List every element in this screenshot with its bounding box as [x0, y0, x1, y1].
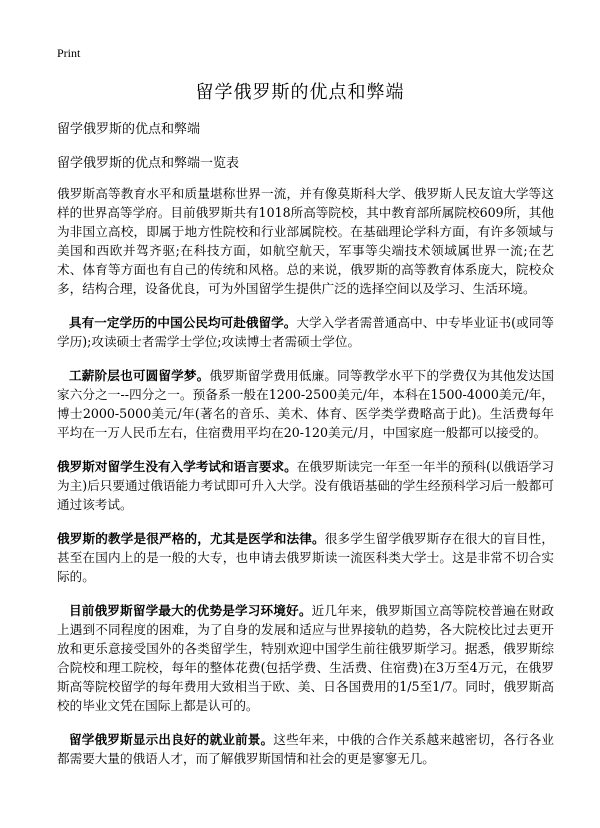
paragraph-environment	[57, 601, 554, 715]
paragraph-text: 这些年来，中俄的合作关系越来越密切，各行各业都需要大量的俄语人才，而了解俄罗斯国情和社会的更是寥寥无几。	[57, 732, 555, 766]
paragraph-text: 在俄罗斯读完一年至一年半的预科(以俄语学习为主)后只要通过俄语能力考试即可升入大学。没有俄语基础的学生经预科学习后一般都可通过该考试。	[57, 459, 554, 512]
print-link[interactable]: Print	[57, 46, 81, 60]
paragraph-cost	[57, 366, 554, 442]
paragraph-admission	[57, 457, 554, 514]
paragraph-text: 很多学生留学俄罗斯存在很大的盲目性，甚至在国内上的是一般的大专，也申请去俄罗斯读一流医科类大学士。这是非常不切合实际的。	[57, 531, 555, 584]
paragraph-intro	[57, 184, 554, 298]
paragraph-text: 俄罗斯留学费用低廉。同等教学水平下的学费仅为其他发达国家六分之一--四分之一。预备系一般在1200-2500美元/年，本科在1500-4000美元/年，博士2000-5000美元/年(著名的音乐、美术、体育、医学类学费略高于此)。生活费每年平均在一万人民币左右，住宿费用平均在20-120美元/月，中国家庭一般都可以接受的。	[57, 368, 555, 440]
paragraph-lead: 具有一定学历的中国公民均可赴俄留学。	[69, 315, 297, 330]
paragraph-lead: 俄罗斯的教学是很严格的，尤其是医学和法律。	[57, 531, 325, 546]
paragraph-lead: 留学俄罗斯显示出良好的就业前景。	[69, 732, 274, 747]
page-title: 留学俄罗斯的优点和弊端	[195, 82, 405, 103]
paragraph-lead: 工薪阶层也可圆留学梦。	[69, 368, 210, 383]
paragraph-eligibility	[57, 313, 554, 351]
paragraph-strictness	[57, 529, 554, 586]
subtitle-line: 留学俄罗斯的优点和弊端	[57, 122, 201, 137]
subtitle-overview-line: 留学俄罗斯的优点和弊端一览表	[57, 156, 240, 171]
paragraph-text: 近几年来，俄罗斯国立高等院校普遍在财政上遇到不同程度的困难，为了自身的发展和适应与世界接轨的趋势，各大院校比过去更开放和更乐意接受国外的各类留学生，特别欢迎中国学生前往俄罗斯学习。据悉，俄罗斯综合院校和理工院校，每年的整体花费(包括学费、生活费、住宿费)在3万至4万元，在俄罗斯高等院校留学的每年费用大致相当于欧、美、日各国费用的1/5至1/7。同时，俄罗斯高校的毕业文凭在国际上都是认可的。	[57, 603, 555, 713]
paragraph-lead: 目前俄罗斯留学最大的优势是学习环境好。	[69, 603, 312, 618]
paragraph-text: 大学入学者需普通高中、中专毕业证书(或同等学历);攻读硕士者需学士学位;攻读博士者需硕士学位。	[57, 315, 554, 349]
paragraph-text: 俄罗斯高等教育水平和质量堪称世界一流，并有像莫斯科大学、俄罗斯人民友谊大学等这样的世界高等学府。目前俄罗斯共有1018所高等院校，其中教育部所属院校609所，其他为非国立高校，即属于地方性院校和行业部属院校。在基础理论学科方面，有许多领域与美国和西欧并驾齐驱;在科技方面，如航空航天，军事等尖端技术领域属世界一流;在艺术、体育等方面也有自己的传统和风格。总的来说，俄罗斯的高等教育体系庞大，院校众多，结构合理，设备优良，可为外国留学生提供广泛的选择空间以及学习、生活环境。	[57, 186, 554, 296]
paragraph-employment	[57, 730, 554, 768]
article-body	[57, 184, 554, 783]
paragraph-lead: 俄罗斯对留学生没有入学考试和语言要求。	[57, 459, 297, 474]
